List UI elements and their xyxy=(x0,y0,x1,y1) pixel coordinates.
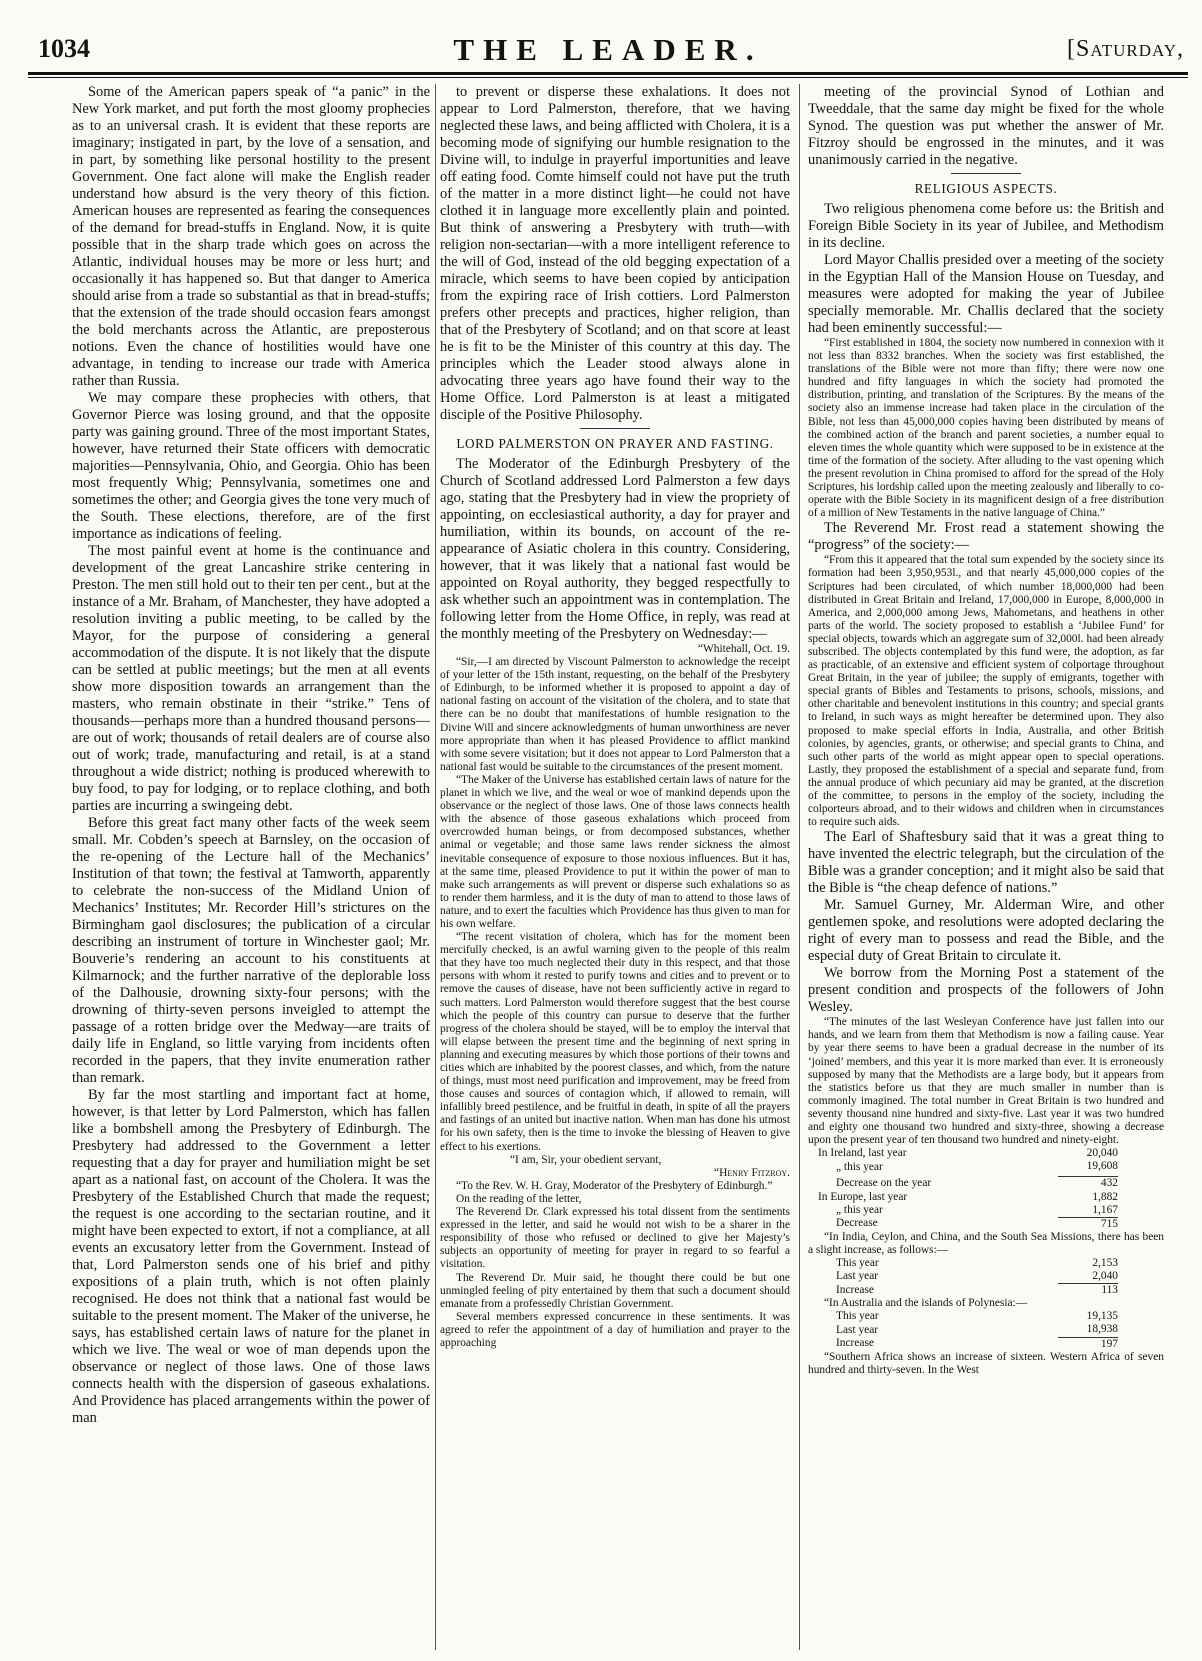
letter-addressee: “To the Rev. W. H. Gray, Moderator of the Presbytery of Edinburgh.” xyxy=(456,1179,773,1192)
paragraph: The Reverend Dr. Muir said, he thought there could be but one unmingled feeling of pity entertained by them that such a document should emanate from a professedly Christian Government. xyxy=(440,1271,790,1310)
table-row xyxy=(818,1160,1118,1177)
paragraph: Before this great fact many other facts of the week seem small. Mr. Cobden’s speech at Barnsley, on the occasion of the re-opening of the Lecture hall of the Mechanics’ Institution of that town; the festival at Tamworth, apparently to celebrate the non-success of the Midland Union of Mechanics’ Institutes; Mr. Recorder Hill’s strictures on the Birmingham gaol disclosures; the publication of a circular describing an instrument of torture in Winchester gaol; Mr. Bouverie’s rendering an account to his constituents at Kilmarnock; and the further narrative of the deplorable loss of the Dalhousie, drowning sixty-four persons; with the drowning of thirty-seven persons inveigled to attempt the passage of a rotten bridge over the Medway—are traits of daily life in England, so little varying from incidents often recorded in the papers, that they invite enumeration rather than remark. xyxy=(72,815,430,1086)
paragraph: meeting of the provincial Synod of Lothian and Tweeddale, that the same day might be fixed for the whole Synod. The question was put whether the answer of Mr. Fitzroy should be engrossed in the minutes, and it was unanimously carried in the negative. xyxy=(808,84,1164,168)
column-divider xyxy=(435,84,436,1650)
paragraph: On the reading of the letter, xyxy=(456,1192,582,1205)
quote-paragraph: “From this it appeared that the total sum expended by the society since its formation had been 3,950,953l., and that nearly 45,000,000 copies of the Scriptures had been circulated, of which number 18,000,000 had been distributed in Great Britain and Ireland, 17,000,000 in Europe, 8,000,000 in America, and 2,000,000 among Jews, Mahometans, and heathens in other parts of the world. The society proposed to establish a ‘Jubilee Fund’ for special objects, towards which an aggregate sum of 32,000l. had been already subscribed. The objects contemplated by this fund were, the adoption, as far as practicable, of an extensive and efficient system of colportage throughout Great Britain, in the year of jubilee; the supply of emigrants, together with special grants of Bibles and Testaments to prisons, schools, missions, and other charitable and benevolent institutions in this country; and special grants to Ireland, in such ways as might hereafter be determined upon. They also proposed to make special efforts in India, Australia, and other British colonies, by agencies, grants, or otherwise; and special grants to China, and such other parts of the world as might appear open to special operations. Lastly, they proposed the establishment of a special and separate fund, from the annual produce of which pecuniary aid may be granted, at the discretion of the committee, to persons in the employ of the society, including the colporteurs abroad, and to their widows and children when in circumstances to require such aids. xyxy=(808,554,1164,829)
row-value: 432 xyxy=(1100,1177,1118,1190)
row-value: 1,167 xyxy=(1058,1204,1118,1218)
table-row xyxy=(818,1323,1118,1337)
header-rule xyxy=(28,72,1188,75)
row-label: Increase xyxy=(836,1283,874,1296)
column-2 xyxy=(440,84,790,1650)
row-value: 1,882 xyxy=(1092,1190,1118,1203)
header-rule-thin xyxy=(28,77,1188,78)
letter-dateline: “Whitehall, Oct. 19. xyxy=(697,643,790,655)
india-table xyxy=(818,1257,1118,1297)
paragraph: Lord Mayor Challis presided over a meeting of the society in the Egyptian Hall of the Mansion House on Tuesday, and measures were adopted for making the year of Jubilee specially memorable. Mr. Challis declared that the society had been eminently successful:— xyxy=(808,252,1164,336)
letter-signature: “Henry Fitzroy. xyxy=(714,1166,790,1179)
row-value: 19,135 xyxy=(1086,1310,1118,1323)
quote-paragraph: “The minutes of the last Wesleyan Conference have just fallen into our hands, and we learn from them that Methodism is now a failing cause. Year by year there seems to have been a gradual decrease in the number of its ‘joined’ members, and this year it is more marked than ever. It is erroneously supposed by many that the Methodists are a large body, but it appears from the statistics before us that they are much smaller in number than is commonly imagined. The total number in Great Britain is two hundred and seventy thousand nine hundred and sixty-five. Last year it was two hundred and eighty one thousand two hundred and sixty-three, showing a decrease upon the present year of ten thousand two hundred and ninety-eight. xyxy=(808,1016,1164,1147)
row-label: Last year xyxy=(836,1270,879,1283)
row-value: 2,040 xyxy=(1058,1270,1118,1284)
row-label: Increase xyxy=(836,1337,874,1350)
paragraph: Two religious phenomena come before us: the British and Foreign Bible Society in its year of Jubilee, and Methodism in its decline. xyxy=(808,201,1164,251)
paragraph: to prevent or disperse these exhalations. It does not appear to Lord Palmerston, therefore, that we having neglected these laws, and being afflicted with Cholera, it is a becoming mode of signifying our humble resignation to the Divine will, to indulge in prayerful importunities and leave off eating food. Comte himself could not have put the truth of the matter in a more distinct light—he could not have clothed it in language more excellently plain and pointed. But think of answering a Presbytery with truth—with religion non-sectarian—with a more intelligent reference to the will of God, instead of the old begging expectation of a miracle, which seems to have been copied by anticipation from the expiring race of Irish cottiers. Lord Palmerston prefers other precepts and practices, higher religion, than that of the Presbytery of Scotland; and on that score at least he is fit to be the Minister of this country at this day. The principles which the Leader stood always alone in advocating three years ago have found their way to the Home Office. Lord Palmerston is at least a mitigated disciple of the Positive Philosophy. xyxy=(440,84,790,423)
table-row xyxy=(818,1310,1118,1323)
section-rule xyxy=(951,173,1021,174)
row-value: 19,608 xyxy=(1058,1160,1118,1177)
row-label: Decrease xyxy=(836,1217,878,1230)
paragraph: We may compare these prophecies with others, that Governor Pierce was losing ground, and that the opposite party was gaining ground. Three of the most important States, however, have returned their State officers with democratic majorities—Pennsylvania, Ohio, and Georgia. Ohio has been most frequently Whig; Pennsylvania, sometimes one and sometimes the other; and Georgia gives the tone very much of the South. These elections, therefore, are of the first importance as indications of feeling. xyxy=(72,390,430,542)
quote-paragraph: “Southern Africa shows an increase of sixteen. Western Africa of seven hundred and thirty-seven. In the West xyxy=(808,1350,1164,1376)
masthead-title: THE LEADER. xyxy=(453,32,763,67)
table-row xyxy=(818,1191,1118,1204)
row-label: Decrease on the year xyxy=(836,1177,932,1190)
letter-paragraph: “The recent visitation of cholera, which has for the moment been mercifully checked, is an awful warning given to the people of this realm that they have too much neglected their duty in this respect, and that those persons with whom it rested to purify towns and cities and to prevent or to remove the causes of disease, have not been sufficiently active in regard to such matters. Lord Palmerston would therefore suggest that the best course which the people of this country can pursue to deserve that the further progress of the cholera should be stayed, will be to employ the interval that will elapse between the present time and the beginning of next spring in planning and executing measures by which those portions of their towns and cities which are inhabited by the poorest classes, and which, from the nature of things, must most need purification and improvement, may be freed from those causes and sources of contagion which, if allowed to remain, will infallibly breed pestilence, and be fruitful in death, in spite of all the prayers and fastings of an united but inactive nation. When man has done his utmost for his own safety, then is the time to invoke the blessing of Heaven to give effect to his exertions. xyxy=(440,931,790,1153)
australia-table xyxy=(818,1310,1118,1350)
section-heading: RELIGIOUS ASPECTS. xyxy=(914,181,1058,196)
row-value: 18,938 xyxy=(1058,1323,1118,1337)
page-number: 1034 xyxy=(38,34,90,63)
table-row xyxy=(818,1257,1118,1270)
membership-table xyxy=(818,1147,1118,1231)
column-3 xyxy=(808,84,1164,1650)
row-value: 113 xyxy=(1101,1284,1118,1297)
quote-paragraph: “In Australia and the islands of Polynesia:— xyxy=(824,1297,1028,1310)
row-value: 715 xyxy=(1100,1217,1118,1230)
column-divider xyxy=(799,84,800,1650)
row-label: This year xyxy=(836,1310,879,1323)
table-row xyxy=(818,1204,1118,1218)
paragraph: By far the most startling and important fact at home, however, is that letter by Lord Palmerston, which has fallen like a bombshell among the Presbytery of Edinburgh. The Presbytery had addressed to the Government a letter requesting that a day for prayer and humiliation might be set apart as a national fast, on account of the Cholera. It was the Presbytery of the Established Church that made the request; the request is one according to the sectarian routine, and it might have been expected to extort, if not a compliance, at all events an excusatory letter from the Government. Instead of that, Lord Palmerston sends one of his brief and pithy expositions of a plain truth, which is not often plainly recognised. He does not think that a national fast would be suitable to the present moment. The Maker of the universe, he says, has established certain laws of nature for the planet in which we live. The weal or woe of man depends upon the observance or neglect of those laws. One of those laws connects health with the dispersion of gaseous exhalations. And Providence has placed arrangements within the power of man xyxy=(72,1087,430,1426)
issue-day: [Saturday, xyxy=(1066,36,1184,62)
row-label: Last year xyxy=(836,1323,879,1336)
row-value: 2,153 xyxy=(1092,1256,1118,1269)
paragraph: Mr. Samuel Gurney, Mr. Alderman Wire, and other gentlemen spoke, and resolutions were adopted declaring the right of every man to possess and read the Bible, and the especial duty of Great Britain to circulate it. xyxy=(808,897,1164,965)
letter-paragraph: “Sir,—I am directed by Viscount Palmerston to acknowledge the receipt of your letter of the 15th instant, requesting, on the behalf of the Presbytery of Edinburgh, to be informed whether it is proposed to appoint a day of national fasting on account of the visitation of the cholera, and to state that there can be no doubt that manifestations of humble resignation to the Divine Will and sincere acknowledgments of human unworthiness are never more appropriate than when it has pleased Providence to afflict mankind with some severe visitation; but it does not appear to Lord Palmerston that a national fast would be suitable to the circumstances of the present moment. xyxy=(440,656,790,773)
row-label: This year xyxy=(836,1256,879,1269)
paragraph: The most painful event at home is the continuance and development of the great Lancashire strike centering in Preston. The men still hold out to their ten per cent., but at the instance of a Mr. Braham, of Manchester, they have adopted a resolution inviting a public meeting, to be called by the Mayor, for the purpose of considering a general accommodation of the dispute. It is not likely that the dispute can be settled at public meetings; but the men at all events show more disposition towards an arrangement than the masters, who remain obstinate in their “strike.” Tens of thousands—perhaps more than a hundred thousand persons—are out of work; thousands of retail dealers are of course also out of work; trade, manufacturing and retail, is at a stand throughout a wide district; nothing is produced wherewith to buy food, to pay for lodging, or to replace clothing, and both parties are incurring a swingeing debt. xyxy=(72,543,430,814)
table-row xyxy=(818,1177,1118,1191)
paragraph: The Reverend Dr. Clark expressed his total dissent from the sentiments expressed in the letter, and said he would not wish to be a sharer in the responsibility of those who refused or declined to give her Majesty’s subjects an opportunity of meeting for prayer in regard to so fearful a visitation. xyxy=(440,1206,790,1271)
column-1 xyxy=(72,84,430,1650)
quote-paragraph: “In India, Ceylon, and China, and the South Sea Missions, there has been a slight increase, as follows:— xyxy=(808,1230,1164,1256)
row-label: In Europe, last year xyxy=(818,1190,908,1203)
paragraph: The Moderator of the Edinburgh Presbytery of the Church of Scotland addressed Lord Palmerston a few days ago, stating that the Presbytery had in view the propriety of appointing, on ecclesiastical authority, a day for prayer and humiliation, within its bounds, on account of the re-appearance of Asiatic cholera in this country. Considering, however, that it was likely that a national fast would be appointed on Royal authority, they begged respectfully to ask whether such an appointment was in contemplation. The following letter from the Home Office, in reply, was read at the monthly meeting of the Presbytery on Wednesday:— xyxy=(440,456,790,642)
table-row xyxy=(818,1217,1118,1231)
page-header xyxy=(28,30,1188,74)
table-row xyxy=(818,1284,1118,1298)
row-label: „ this year xyxy=(836,1203,883,1216)
table-row xyxy=(818,1270,1118,1284)
row-value: 197 xyxy=(1100,1337,1118,1350)
section-rule xyxy=(580,428,650,429)
section-heading: LORD PALMERSTON ON PRAYER AND FASTING. xyxy=(456,436,774,451)
letter-paragraph: “The Maker of the Universe has established certain laws of nature for the planet in which we live, and the weal or woe of mankind depends upon the observance or the neglect of those laws. One of those laws connects health with the absence of those gaseous exhalations which proceed from overcrowded human beings, or from decomposed substances, whether animal or vegetable; and those same laws render sickness the almost inevitable consequence of exposure to those noxious influences. But it has, at the same time, pleased Providence to put it within the power of man to make such arrangements as will prevent or disperse such exhalations so as to render them harmless, and it is the duty of man to attend to those laws of nature, and to exert the faculties which Providence has thus given to man for his own welfare. xyxy=(440,773,790,930)
paragraph: The Reverend Mr. Frost read a statement showing the “progress” of the society:— xyxy=(808,520,1164,554)
row-value: 20,040 xyxy=(1086,1147,1118,1160)
table-row xyxy=(818,1147,1118,1160)
table-row xyxy=(818,1337,1118,1351)
letter-closing: “I am, Sir, your obedient servant, xyxy=(510,1153,662,1166)
paragraph: We borrow from the Morning Post a statement of the present condition and prospects of the followers of John Wesley. xyxy=(808,965,1164,1016)
paragraph: The Earl of Shaftesbury said that it was a great thing to have invented the electric telegraph, but the circulation of the Bible was a grander conception; and it might also be said that the Bible is “the cheap defence of nations.” xyxy=(808,829,1164,897)
paragraph: Some of the American papers speak of “a panic” in the New York market, and put forth the most gloomy prophecies as to an universal crash. It is evident that these reports are imaginary; instigated in part, by the love of a sensation, and in part, by something like personal hostility to the present Government. One fact alone will make the English reader understand how absurd is the very theory of this fiction. American houses are represented as fearing the consequences of the demand for bread-stuffs in England. Now, it is quite possible that in the sharp trade which goes on across the Atlantic, individual houses may be more or less hurt; and occasionally it has happened so. But that danger to America should arise from a trade so substantial as that in bread-stuffs; that the extension of the trade should occasion fears amongst the bold merchants across the Atlantic, are preposterous notions. Even the chance of hostilities would have one advantage, in tending to increase our trade with America rather than Russia. xyxy=(72,84,430,389)
quote-paragraph: “First established in 1804, the society now numbered in connexion with it not less than 8332 branches. When the society was first established, the translations of the Bible were not more than fifty; there were now one hundred and fifty languages in which the society had promoted the distribution, printing, and translation of the Scriptures. By the means of the society also an immense increase had taken place in the circulation of the Bible, not less than 45,000,000 copies having been distributed by means of the combined action of the branch and parent societies, a number equal to eleven times the whole quantity which were supposed to be in existence at the time of the formation of the society. After alluding to the vast opening which the present revolution in China promised to afford for the spread of the Holy Scriptures, his lordship called upon the meeting zealously and liberally to co-operate with the Bible Society in its magnificent design of a free distribution of a million of New Testaments in the native language of China.” xyxy=(808,337,1164,520)
row-label: In Ireland, last year xyxy=(818,1147,907,1160)
row-label: „ this year xyxy=(836,1160,883,1173)
paragraph: Several members expressed concurrence in these sentiments. It was agreed to refer the appointment of a day of humiliation and prayer to the approaching xyxy=(440,1310,790,1349)
